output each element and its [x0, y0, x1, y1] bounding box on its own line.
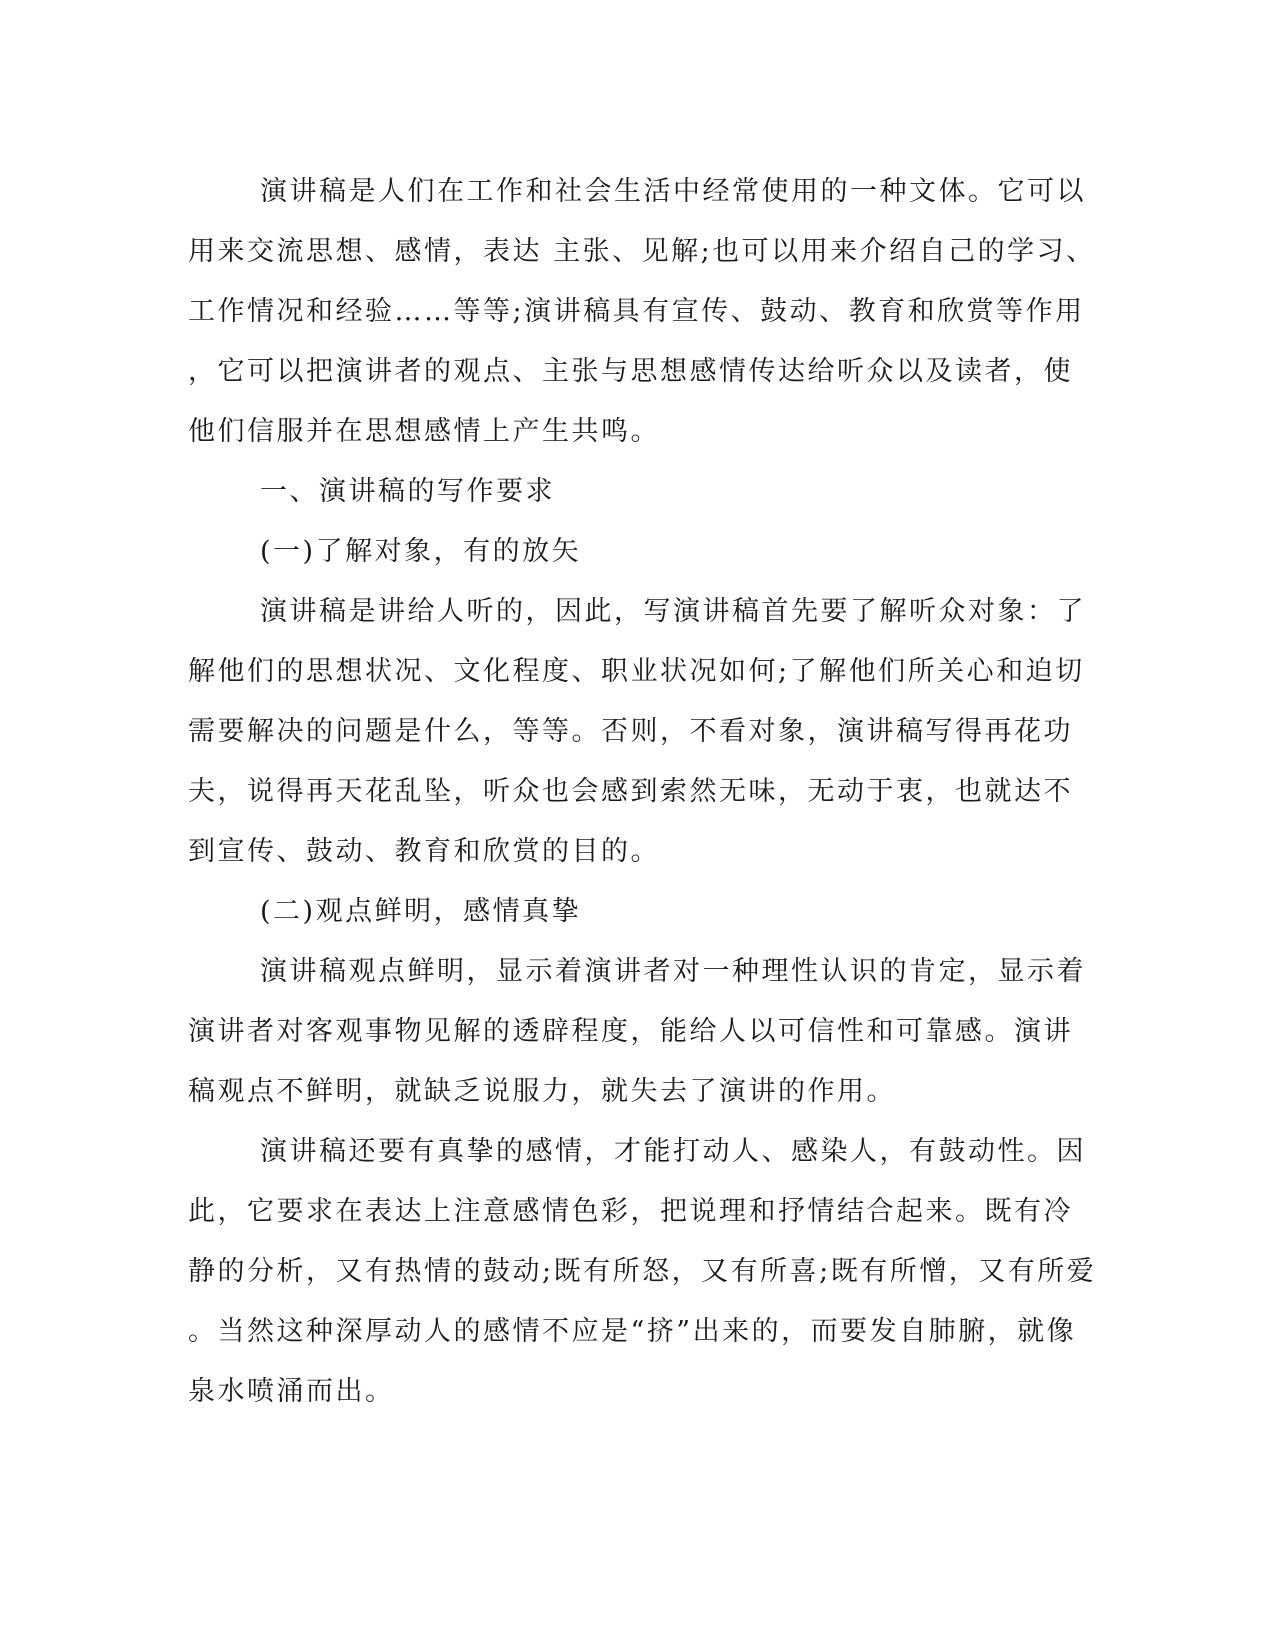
- text-line: 。当然这种深厚动人的感情不应是“挤”出来的，而要发自肺腑，就像: [188, 1316, 1077, 1347]
- text-line: 此，它要求在表达上注意感情色彩，把说理和抒情结合起来。既有冷: [188, 1196, 1073, 1227]
- text-line: 演讲者对客观事物见解的透辟程度，能给人以可信性和可靠感。演讲: [188, 1016, 1073, 1047]
- emotion-paragraph: [188, 1122, 1097, 1422]
- text-line: 演讲稿是讲给人听的，因此，写演讲稿首先要了解听众对象：了: [260, 596, 1086, 627]
- text-line: 演讲稿还要有真挚的感情，才能打动人、感染人，有鼓动性。因: [260, 1136, 1086, 1167]
- audience-paragraph: [188, 582, 1086, 882]
- section-heading: [188, 462, 1078, 522]
- text-line: 演讲稿观点鲜明，显示着演讲者对一种理性认识的肯定，显示着: [260, 956, 1086, 987]
- text-line: ，它可以把演讲者的观点、主张与思想感情传达给听众以及读者，使: [188, 356, 1073, 387]
- text-line: 泉水喷涌而出。: [188, 1376, 395, 1407]
- text-line: 解他们的思想状况、文化程度、职业状况如何;了解他们所关心和迫切: [188, 656, 1085, 687]
- text-line: 用来交流思想、感情，表达 主张、见解;也可以用来介绍自己的学习、: [188, 236, 1096, 267]
- text-line: 到宣传、鼓动、教育和欣赏的目的。: [188, 836, 660, 867]
- text-line: 演讲稿是人们在工作和社会生活中经常使用的一种文体。它可以: [260, 176, 1086, 207]
- viewpoint-paragraph: [188, 942, 1086, 1122]
- text-line: 稿观点不鲜明，就缺乏说服力，就失去了演讲的作用。: [188, 1076, 896, 1107]
- subsection-heading: [188, 522, 1078, 582]
- heading-text: (二)观点鲜明，感情真挚: [260, 896, 582, 927]
- heading-text: (一)了解对象，有的放矢: [260, 536, 582, 567]
- text-line: 静的分析，又有热情的鼓动;既有所怒，又有所喜;既有所憎，又有所爱: [188, 1256, 1097, 1287]
- subsection-heading: [188, 882, 1078, 942]
- document-body: [188, 162, 1097, 1422]
- intro-paragraph: [188, 162, 1096, 462]
- heading-text: 一、演讲稿的写作要求: [260, 476, 555, 507]
- text-line: 夫，说得再天花乱坠，听众也会感到索然无味，无动于衷，也就达不: [188, 776, 1073, 807]
- text-line: 他们信服并在思想感情上产生共鸣。: [188, 416, 660, 447]
- text-line: 工作情况和经验……等等;演讲稿具有宣传、鼓动、教育和欣赏等作用: [188, 296, 1085, 327]
- text-line: 需要解决的问题是什么，等等。否则，不看对象，演讲稿写得再花功: [188, 716, 1073, 747]
